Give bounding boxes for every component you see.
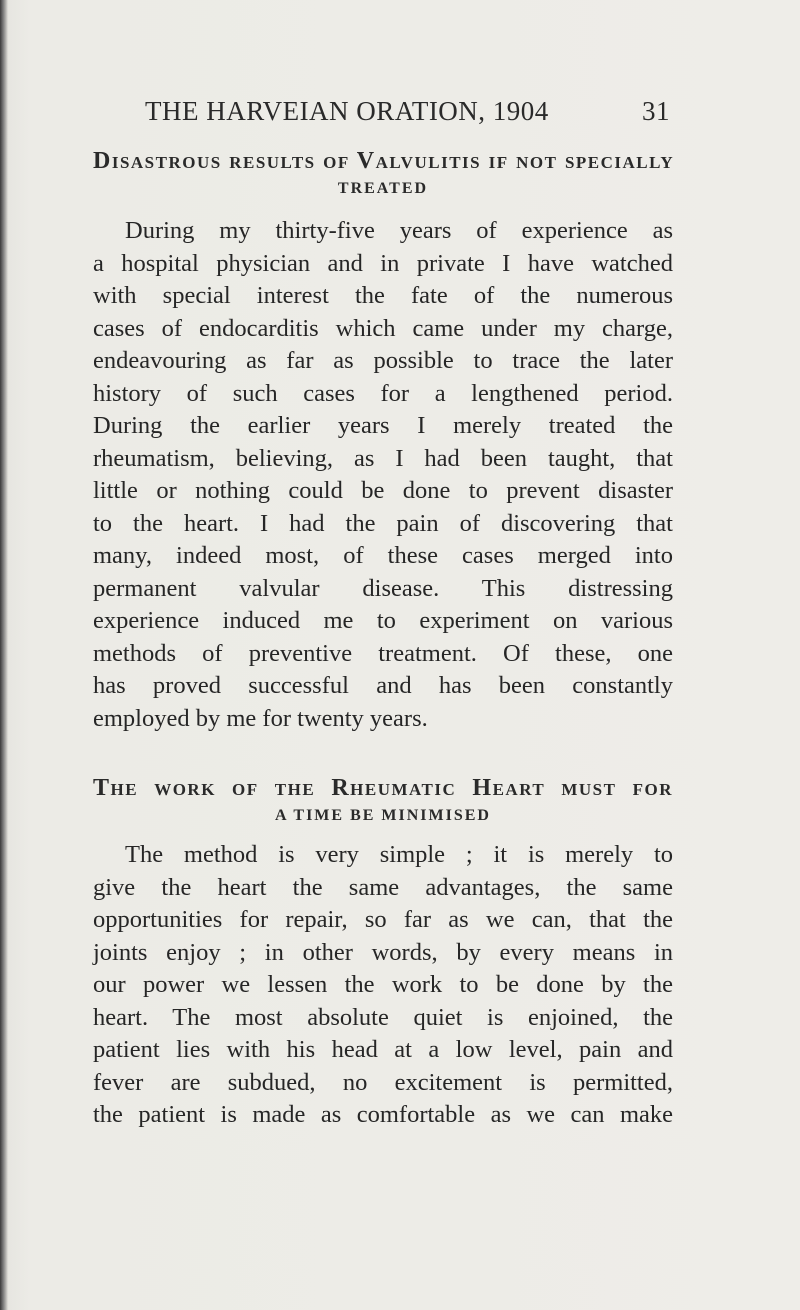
text-line: During my thirty-five years of experience as: [125, 217, 673, 244]
text-line: many, indeed most, of these cases merged into: [93, 542, 673, 569]
text-line: employed by me for twenty years.: [93, 704, 428, 732]
section-heading-line: The work of the Rheumatic Heart must for: [93, 775, 673, 801]
text-line: cases of endocarditis which came under my charge,: [93, 314, 673, 342]
running-head-title: THE HARVEIAN ORATION, 1904: [145, 96, 549, 126]
text-line: The method is very simple ; it is merely to: [125, 841, 673, 868]
body-paragraph: [93, 215, 673, 735]
text-line: to the heart. I had the pain of discovering that: [93, 509, 673, 537]
section-heading-line: A TIME BE MINIMISED: [275, 807, 491, 824]
text-line: the patient is made as comfortable as we can make: [93, 1101, 673, 1128]
text-line: history of such cases for a lengthened period.: [93, 379, 673, 407]
text-line: opportunities for repair, so far as we can, that the: [93, 906, 673, 933]
text-line: experience induced me to experiment on various: [93, 607, 673, 634]
text-line: rheumatism, believing, as I had been taught, that: [93, 444, 673, 472]
text-line: endeavouring as far as possible to trace the later: [93, 347, 673, 374]
page-content: [93, 148, 673, 1132]
section-heading-line: TREATED: [337, 180, 429, 197]
text-line: patient lies with his head at a low level, pain and: [93, 1036, 673, 1063]
text-line: little or nothing could be done to prevent disaster: [93, 477, 673, 504]
text-line: During the earlier years I merely treated the: [93, 412, 673, 439]
text-line: heart. The most absolute quiet is enjoined, the: [93, 1003, 673, 1031]
running-head: [145, 96, 670, 136]
text-line: a hospital physician and in private I have watched: [93, 249, 673, 277]
section-heading-rheumatic-heart: [93, 775, 673, 829]
text-line: joints enjoy ; in other words, by every means in: [93, 938, 673, 966]
page-number: 31: [642, 96, 670, 126]
text-line: with special interest the fate of the numerous: [93, 282, 673, 309]
text-line: give the heart the same advantages, the same: [93, 873, 673, 901]
section-heading-line: Disastrous results of Valvulitis if not specially: [93, 148, 675, 174]
text-line: permanent valvular disease. This distressing: [93, 574, 673, 602]
text-line: methods of preventive treatment. Of these, one: [93, 639, 673, 667]
text-line: has proved successful and has been constantly: [93, 672, 673, 699]
section-heading-disastrous-results: [93, 148, 673, 202]
book-spine-shadow: [0, 0, 8, 1310]
text-line: our power we lessen the work to be done by the: [93, 971, 673, 998]
body-paragraph: [93, 839, 673, 1132]
text-line: fever are subdued, no excitement is permitted,: [93, 1068, 673, 1096]
